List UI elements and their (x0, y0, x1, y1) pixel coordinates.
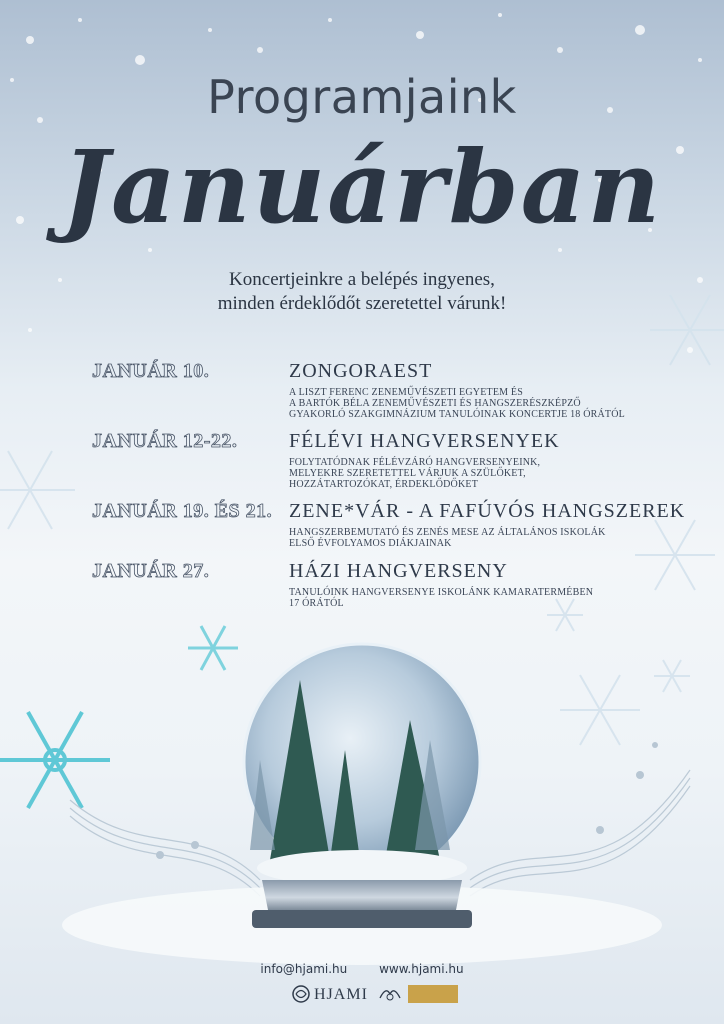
footer-logos (290, 984, 460, 1006)
event-description-line: ELSŐ ÉVFOLYAMOS DIÁKJAINAK (289, 538, 452, 549)
event-description (289, 587, 593, 609)
event-date: JANUÁR 12-22. (92, 430, 238, 452)
event-description-line: GYAKORLÓ SZAKGIMNÁZIUM TANULÓINAK KONCERTJE 18 ÓRÁTÓL (289, 409, 625, 420)
event-date: JANUÁR 10. (92, 360, 210, 382)
event-name: FÉLÉVI HANGVERSENYEK (289, 430, 560, 452)
event-description-line: MELYEKRE SZERETETTEL VÁRJUK A SZÜLŐKET, (289, 468, 526, 479)
title-programjaink: Programjaink (207, 70, 517, 124)
event-description-line: 17 ÓRÁTÓL (289, 598, 344, 609)
intro-line-2: minden érdeklődőt szeretettel várunk! (217, 293, 507, 314)
event-description-line: A BARTÓK BÉLA ZENEMŰVÉSZETI ÉS HANGSZERÉSZKÉPZŐ (289, 398, 581, 409)
event-description-line: TANULÓINK HANGVERSENYE ISKOLÁNK KAMARATERMÉBEN (289, 587, 594, 598)
event-description-line: FOLYTATÓDNAK FÉLÉVZÁRÓ HANGVERSENYEINK, (289, 457, 541, 468)
footer-contact (0, 962, 724, 976)
event-description (289, 527, 606, 549)
event-name: ZONGORAEST (289, 360, 433, 382)
email-link[interactable]: info@hjami.hu (260, 962, 348, 976)
intro-text (0, 268, 724, 316)
website-link[interactable]: www.hjami.hu (379, 962, 464, 976)
partner-logo-icon (378, 984, 402, 1004)
event-description-line: A LISZT FERENC ZENEMŰVÉSZETI EGYETEM ÉS (289, 387, 523, 398)
event-description-line: HOZZÁTARTOZÓKAT, ÉRDEKLŐDŐKET (289, 479, 479, 490)
event-description (289, 457, 540, 490)
title-januarban: Januárban (61, 128, 663, 246)
hjami-logo-icon (290, 984, 312, 1004)
event-date: JANUÁR 19. ÉS 21. (92, 500, 273, 522)
intro-line-1: Koncertjeinkre a belépés ingyenes, (229, 269, 495, 290)
event-description-line: HANGSZERBEMUTATÓ ÉS ZENÉS MESE AZ ÁLTALÁNOS ISKOLÁK (289, 527, 606, 538)
event-name: HÁZI HANGVERSENY (289, 560, 508, 582)
event-date: JANUÁR 27. (92, 560, 210, 582)
event-name: ZENE*VÁR - A FAFÚVÓS HANGSZEREK (289, 500, 686, 522)
hjami-logo-text: HJAMI (314, 986, 368, 1003)
gold-badge-logo (408, 985, 458, 1003)
event-description (289, 387, 625, 420)
